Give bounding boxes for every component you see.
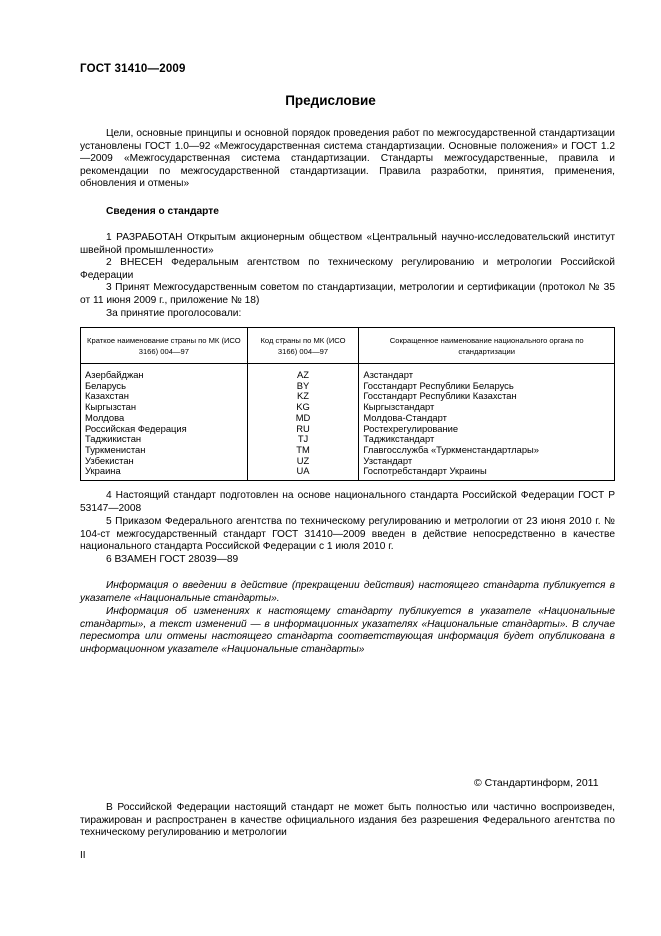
item-1-text: 1 РАЗРАБОТАН Открытым акционерным обществом «Центральный научно-исследовательский институт швейной промышленности» <box>80 232 615 256</box>
table-row <box>81 381 615 392</box>
table-row <box>81 466 615 480</box>
cell-code: KG <box>247 402 359 413</box>
cell-body: Кыргызстандарт <box>359 402 615 413</box>
table-row <box>81 364 615 381</box>
legal-text: В Российской Федерации настоящий стандарт не может быть полностью или частично воспроизведен, тиражирован и распространен в качестве официального издания без разрешения Федерального агентства по техническому регулированию и метрологии <box>80 802 615 839</box>
cell-code: RU <box>247 424 359 435</box>
cell-body: Госпотребстандарт Украины <box>359 466 615 480</box>
cell-code: BY <box>247 381 359 392</box>
table-header-row <box>81 328 615 364</box>
item-2-text: 2 ВНЕСЕН Федеральным агентством по техническому регулированию и метрологии Российской Федерации <box>80 257 615 281</box>
info-paragraph-1 <box>80 580 615 605</box>
table-row <box>81 445 615 456</box>
cell-code: UA <box>247 466 359 480</box>
item-2 <box>80 257 615 282</box>
table-row <box>81 456 615 467</box>
item-4 <box>80 490 615 515</box>
item-5 <box>80 516 615 554</box>
cell-code: AZ <box>247 364 359 381</box>
item-3 <box>80 282 615 307</box>
cell-country: Туркменистан <box>81 445 248 456</box>
table-row <box>81 424 615 435</box>
cell-country: Таджикистан <box>81 434 248 445</box>
document-header: ГОСТ 31410—2009 <box>80 63 186 75</box>
page-title: Предисловие <box>285 93 376 108</box>
vote-text: За принятие проголосовали: <box>106 308 242 319</box>
table-row <box>81 391 615 402</box>
section-title-text: Сведения о стандарте <box>106 206 219 217</box>
table-row <box>81 402 615 413</box>
cell-body: Госстандарт Республики Беларусь <box>359 381 615 392</box>
cell-body: Госстандарт Республики Казахстан <box>359 391 615 402</box>
intro-paragraph <box>80 128 615 191</box>
table-row <box>81 413 615 424</box>
item-1 <box>80 232 615 257</box>
intro-text: Цели, основные принципы и основной порядок проведения работ по межгосударственной стандартизации установлены ГОСТ 1.0—92 «Межгосударственная система стандартизации. Основные положения» и ГОСТ 1.2—2009 «Межгосударственная система стандартизации. Стандарты межгосударственные, правила и рекомендации по межгосударственной стандартизации. Правила разработки, принятия, применения, обновления и отмены» <box>80 128 615 190</box>
item-3-text: 3 Принят Межгосударственным советом по стандартизации, метрологии и сертификации (протокол № 35 от 11 июня 2009 г., приложение № 18) <box>80 282 615 306</box>
cell-country: Казахстан <box>81 391 248 402</box>
cell-code: MD <box>247 413 359 424</box>
item-5-text: 5 Приказом Федерального агентства по техническому регулированию и метрологии от 23 июня 2010 г. № 104-ст межгосударственный стандарт ГОСТ 31410—2009 введен в действие непосредственно в качестве национального стандарта Российской Федерации с 1 июля 2010 г. <box>80 516 615 553</box>
cell-body: Ростехрегулирование <box>359 424 615 435</box>
copyright: © Стандартинформ, 2011 <box>474 777 599 789</box>
cell-code: TM <box>247 445 359 456</box>
section-title <box>80 206 615 219</box>
header-code: Код страны по МК (ИСО 3166) 004—97 <box>247 328 359 364</box>
cell-body: Главгосслужба «Туркменстандартлары» <box>359 445 615 456</box>
page-number: II <box>80 850 86 861</box>
info-1-text: Информация о введении в действие (прекращении действия) настоящего стандарта публикуется в указателе «Национальные стандарты». <box>80 580 615 604</box>
cell-body: Таджикстандарт <box>359 434 615 445</box>
cell-country: Кыргызстан <box>81 402 248 413</box>
cell-country: Украина <box>81 466 248 480</box>
header-country: Краткое наименование страны по МК (ИСО 3166) 004—97 <box>81 328 248 364</box>
cell-code: KZ <box>247 391 359 402</box>
item-6-text: 6 ВЗАМЕН ГОСТ 28039—89 <box>106 554 239 565</box>
cell-country: Молдова <box>81 413 248 424</box>
info-paragraph-2 <box>80 606 615 656</box>
item-4-text: 4 Настоящий стандарт подготовлен на основе национального стандарта Российской Федерации ГОСТ Р 53147—2008 <box>80 490 615 514</box>
cell-country: Азербайджан <box>81 364 248 381</box>
cell-country: Беларусь <box>81 381 248 392</box>
header-body: Сокращенное наименование национального органа по стандартизации <box>359 328 615 364</box>
cell-country: Российская Федерация <box>81 424 248 435</box>
cell-body: Узстандарт <box>359 456 615 467</box>
cell-code: UZ <box>247 456 359 467</box>
cell-body: Молдова-Стандарт <box>359 413 615 424</box>
cell-country: Узбекистан <box>81 456 248 467</box>
cell-code: TJ <box>247 434 359 445</box>
info-2-text: Информация об изменениях к настоящему стандарту публикуется в указателе «Национальные стандарты», а текст изменений — в информационных указателях «Национальные стандарты». В случае пересмотра или отмены настоящего стандарта соответствующая информация будет опубликована в информационном указателе «Национальные стандарты» <box>80 606 615 655</box>
cell-body: Азстандарт <box>359 364 615 381</box>
countries-table <box>80 327 615 481</box>
item-6 <box>80 554 615 567</box>
vote-line <box>80 308 615 321</box>
legal-notice <box>80 802 615 840</box>
